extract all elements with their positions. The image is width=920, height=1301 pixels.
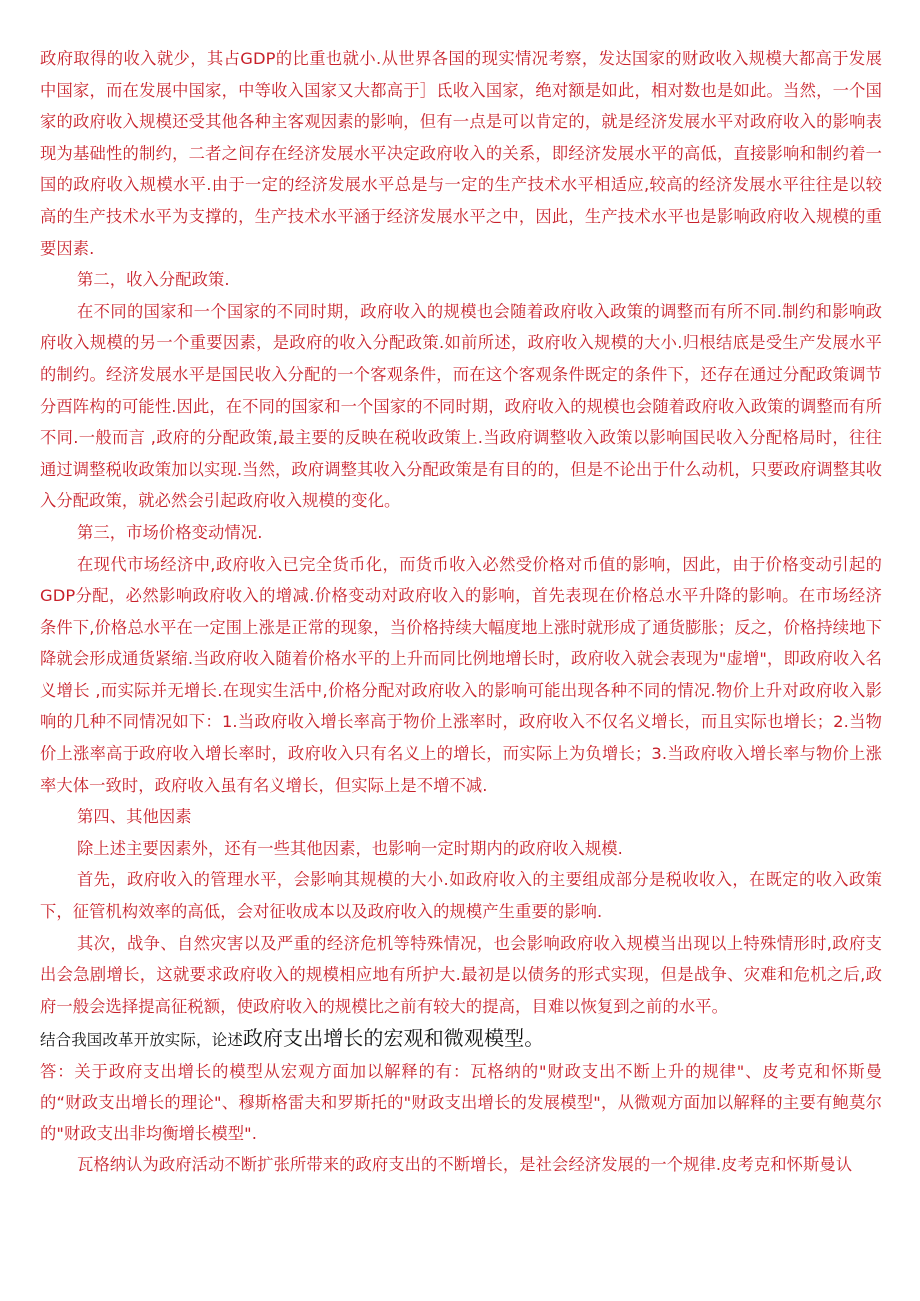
question-title: 政府支出增长的宏观和微观模型。 (242, 1026, 545, 1051)
heading-other-factors: 第四、其他因素 (77, 807, 192, 827)
answer-paragraph: 答：关于政府支出增长的模型从宏观方面加以解释的有：瓦格纳的"财政支出不断上升的规律"、皮考克和怀斯曼的“财政支出增长的理论"、穆斯格雷夫和罗斯托的"财政支出增长的发展模型"，从微观方面加以解释的主要有鲍莫尔的"财政支出非均衡增长模型". (40, 1062, 882, 1144)
paragraph-special-circumstances: 其次，战争、自然灾害以及严重的经济危机等特殊情况，也会影响政府收入规模当出现以上特殊情形时,政府支出会急剧增长，这就要求政府收入的规模相应地有所护大.最初是以债务的形式实现，但是战争、灾难和危机之后,政府一般会选择提高征税额，使政府收入的规模比之前有较大的提高，目难以恢复到之前的水平。 (40, 933, 882, 1016)
question-prefix: 结合我国改革开放实际，论述 (40, 1031, 243, 1050)
heading-market-price-changes: 第三，市场价格变动情况. (77, 522, 263, 542)
paragraph-economic-development: 政府取得的收入就少，其占GDP的比重也就小.从世界各国的现实情况考察，发达国家的财政收入规模大都高于发展中国家，而在发展中国家，中等收入国家又大都高于］氐收入国家，绝对额是如此，相对数也是如此。当然，一个国家的政府收入规模还受其他各种主客观因素的影响，但有一点是可以肯定的，就是经济发展水平对政府收入的影响表现为基础性的制约，二者之间存在经济发展水平决定政府收入的关系，即经济发展水平的高低，直接影响和制约着一国的政府收入规模水平.由于一定的经济发展水平总是与一定的生产技术水平相适应,较高的经济发展水平往往是以较高的生产技术水平为支撑的，生产技术水平涵于经济发展水平之中，因此，生产技术水平也是影响政府收入规模的重要因素. (40, 49, 882, 258)
paragraph-management-level: 首先，政府收入的管理水平，会影响其规模的大小.如政府收入的主要组成部分是税收收入，在既定的收入政策下，征管机构效率的高低，会对征收成本以及政府收入的规模产生重要的影响. (40, 870, 882, 922)
paragraph-market-price-changes: 在现代市场经济中,政府收入已完全货币化，而货币收入必然受价格对币值的影响，因此，由于价格变动引起的GDP分配，必然影响政府收入的增减.价格变动对政府收入的影响，首先表现在价格总水平升降的影响。在市场经济条件下,价格总水平在一定围上涨是正常的现象，当价格持续大幅度地上涨时就形成了通货膨胀；反之，价格持续地下降就会形成通货紧缩.当政府收入随着价格水平的上升而同比例地增长时，政府收入就会表现为"虚增"，即政府收入名义增长 ,而实际并无增长.在现实生活中,价格分配对政府收入的影响可能出现各种不同的情况.物价上升对政府收入影响的几种不同情况如下：1.当政府收入增长率高于物价上涨率时，政府收入不仅名义增长，而且实际也增长；2.当物价上涨率高于政府收入增长率时，政府收入只有名义上的增长，而实际上为负增长；3.当政府收入增长率与物价上涨率大体一致时，政府收入虽有名义增长，但实际上是不增不减. (40, 554, 882, 795)
paragraph-other-factors-intro: 除上述主要因素外，还有一些其他因素，也影响一定时期内的政府收入规模. (77, 838, 623, 858)
heading-income-distribution-policy: 第二，收入分配政策. (77, 270, 230, 290)
document-body (40, 43, 882, 1181)
question-heading (40, 1023, 882, 1056)
answer-paragraph-wagner: 瓦格纳认为政府活动不断扩张所带来的政府支出的不断增长，是社会经济发展的一个规律.皮考克和怀斯曼认 (77, 1155, 853, 1175)
paragraph-income-distribution-policy: 在不同的国家和一个国家的不同时期，政府收入的规模也会随着政府收入政策的调整而有所不同.制约和影响政府收入规模的另一个重要因素，是政府的收入分配政策.如前所述，政府收入规模的大小.归根结底是受生产发展水平的制约。经济发展水平是国民收入分配的一个客观条件，而在这个客观条件既定的条件下，还存在通过分配政策调节分酉阵构的可能性.因此，在不同的国家和一个国家的不同时期，政府收入的规模也会随着政府收入政策的调整而有所不同.一般而言 ,政府的分配政策,最主要的反映在税收政策上.当政府调整收入政策以影响国民收入分配格局时，往往通过调整税收政策加以实现.当然，政府调整其收入分配政策是有目的的，但是不论出于什么动机，只要政府调整其收入分配政策，就必然会引起政府收入规模的变化。 (40, 301, 882, 511)
